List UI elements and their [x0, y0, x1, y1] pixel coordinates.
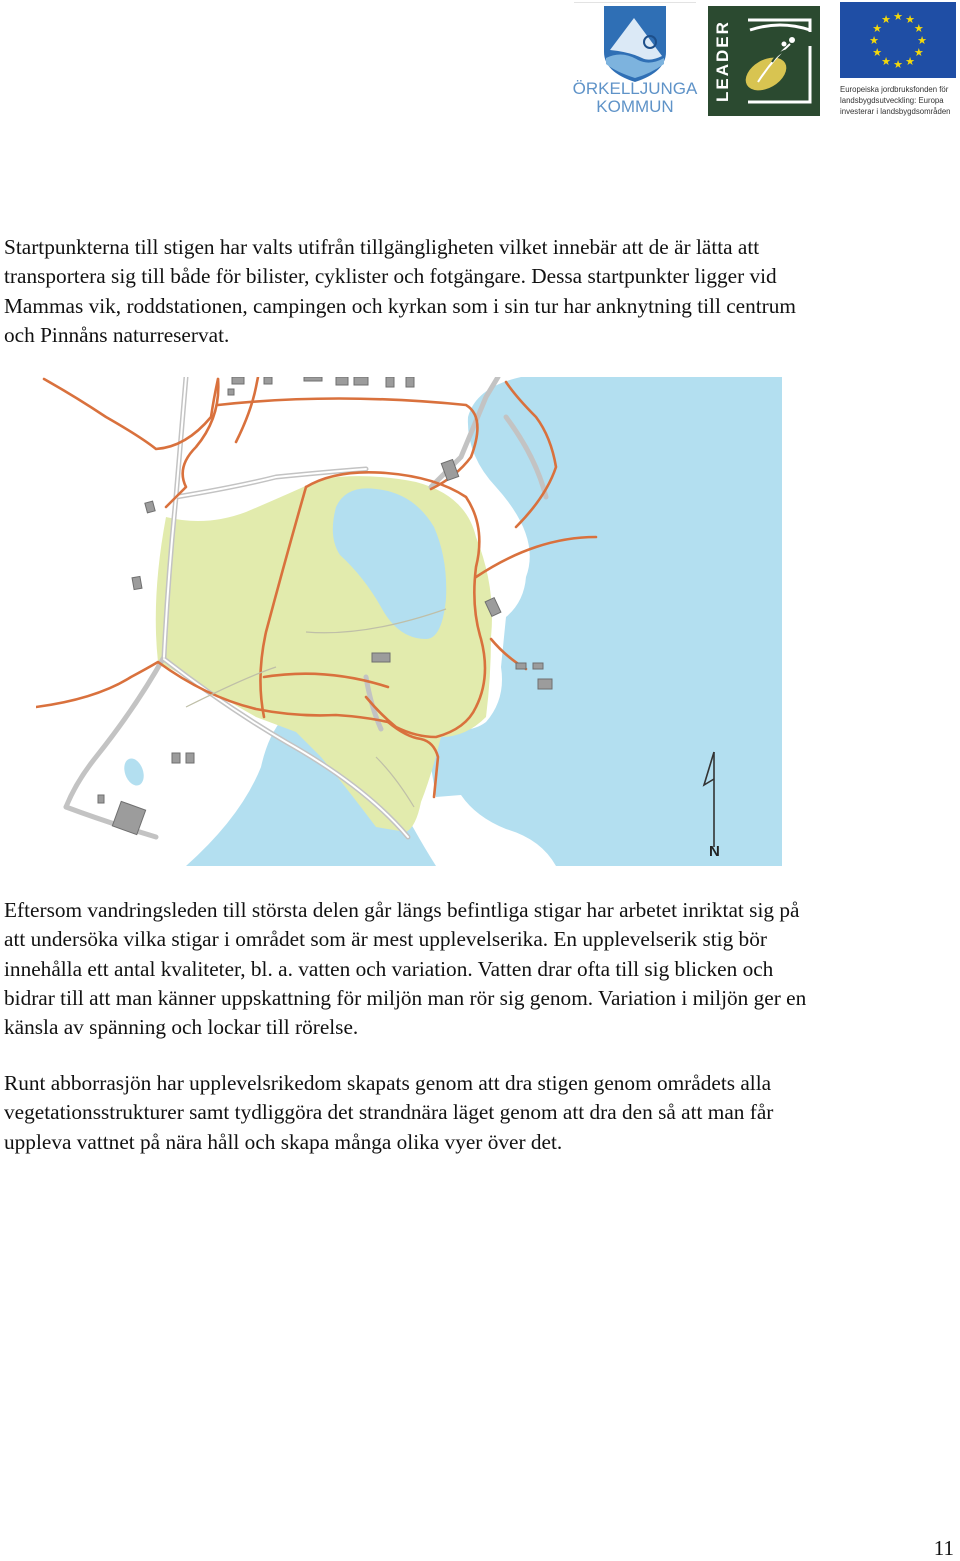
- eu-star-icon: ★: [905, 54, 915, 68]
- orkelljunga-kommun-logo: [570, 0, 700, 118]
- trail-line: att undersöka vilka stigar i området som är mest upplevelserika. En upplevelserik stig bör: [4, 927, 767, 952]
- intro-line: och Pinnåns naturreservat.: [4, 322, 230, 347]
- lake-line: uppleva vattnet på nära håll och skapa många olika vyer över det.: [4, 1129, 563, 1154]
- eu-star-icon: ★: [905, 13, 915, 27]
- eu-caption-line2: landsbygdsutveckling: Europa: [840, 96, 944, 105]
- trail-line: känsla av spänning och lockar till rörelse.: [4, 1015, 359, 1040]
- intro-line: Mammas vik, roddstationen, campingen och kyrkan som i sin tur har anknytning till centrum: [4, 293, 796, 318]
- eu-star-icon: ★: [881, 13, 891, 27]
- eu-star-icon: ★: [881, 54, 891, 68]
- lake-line: vegetationsstrukturer samt tydliggöra det strandnära läget genom att dra den så att man får: [4, 1100, 774, 1125]
- lake-paragraph: [4, 1069, 956, 1157]
- eu-star-icon: ★: [913, 22, 924, 35]
- eu-flag-logo: [838, 2, 960, 118]
- eu-star-icon: ★: [917, 34, 927, 47]
- eu-star-icon: ★: [872, 22, 883, 35]
- trail-line: innehålla ett antal kvaliteter, bl. a. vatten och variation. Vatten drar ofta till sig blicken och: [4, 956, 774, 981]
- eu-star-icon: ★: [869, 34, 879, 47]
- trail-line: Eftersom vandringsleden till största delen går längs befintliga stigar har arbetet inriktat sig på: [4, 898, 800, 922]
- leader-logo: [708, 6, 820, 116]
- eu-star-icon: ★: [872, 46, 883, 59]
- eu-star-icon: ★: [893, 58, 903, 71]
- intro-line: transportera sig till både för bilister, cyklister och fotgängare. Dessa startpunkter ligger vid: [4, 264, 777, 289]
- eu-caption-line3: investerar i landsbygdsområden: [840, 107, 951, 116]
- kommun-logo-line1: ÖRKELLJUNGA: [572, 79, 698, 98]
- eu-star-icon: ★: [893, 10, 903, 23]
- header-logos: [570, 0, 960, 120]
- trail-line: bidrar till att man känner uppskattning för miljön man rör sig genom. Variation i miljön ger en: [4, 985, 807, 1010]
- leader-logo-text: LEADER: [713, 20, 732, 102]
- trail-map: [36, 377, 782, 866]
- kommun-logo-line2: KOMMUN: [596, 97, 674, 116]
- north-label: N: [709, 843, 720, 860]
- intro-paragraph: [4, 233, 956, 350]
- eu-star-icon: ★: [913, 46, 924, 59]
- eu-caption-line1: Europeiska jordbruksfonden för: [840, 85, 949, 94]
- intro-line: Startpunkterna till stigen har valts utifrån tillgängligheten vilket innebär att de är lätta att: [4, 235, 760, 259]
- lake-line: Runt abborrasjön har upplevelsrikedom skapats genom att dra stigen genom områdets alla: [4, 1071, 772, 1095]
- page-number: 11: [933, 1536, 954, 1560]
- trail-paragraph: [4, 896, 956, 1042]
